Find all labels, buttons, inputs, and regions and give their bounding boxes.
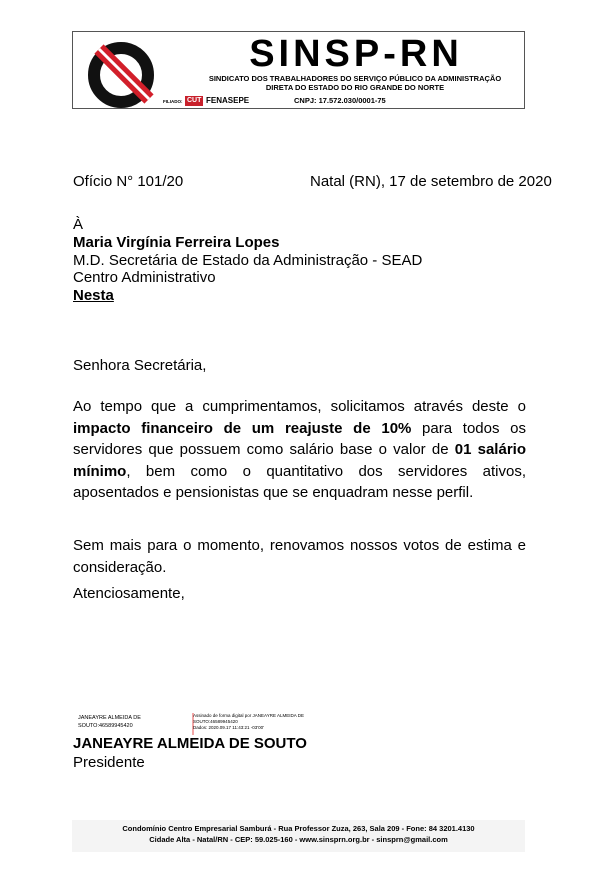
body-paragraph-1 [73, 396, 526, 504]
greeting: Senhora Secretária, [73, 357, 207, 374]
fenasepe-label: FENASEPE [206, 96, 250, 105]
p1-bold-1: impacto financeiro de um reajuste de 10% [73, 419, 412, 437]
recipient-name: Maria Virgínia Ferreira Lopes [73, 234, 280, 251]
cnpj: CNPJ: 17.572.030/0001-75 [294, 96, 386, 105]
brand-subtitle [195, 74, 515, 92]
recipient-prefix: À [73, 216, 84, 233]
digital-signature-info [193, 713, 313, 731]
digital-line-1: Assinado de forma digital por JANEAYRE ALMEIDA DE [193, 713, 304, 718]
recipient-location: Centro Administrativo [73, 269, 216, 286]
oficio-number: Ofício N° 101/20 [73, 173, 184, 190]
closing: Atenciosamente, [73, 585, 185, 602]
filiado-label: FILIADO: [163, 99, 183, 104]
recipient-role: M.D. Secretária de Estado da Administração - SEAD [73, 252, 423, 269]
footer [72, 820, 525, 852]
signature-small-name [78, 714, 168, 730]
brand-name: SINSP-RN [249, 33, 463, 75]
p1-text-b: para todos os servidores que possuem como salário base o valor de [73, 419, 526, 458]
signature-small-line-1: JANEAYRE ALMEIDA DE [78, 715, 141, 721]
signatory-name: JANEAYRE ALMEIDA DE SOUTO [73, 735, 307, 752]
oficio-date: Natal (RN), 17 de setembro de 2020 [310, 173, 552, 190]
recipient-nesta: Nesta [73, 287, 114, 304]
signatory-title: Presidente [73, 754, 145, 771]
subtitle-line-2: DIRETA DO ESTADO DO RIO GRANDE DO NORTE [265, 83, 445, 92]
letterhead [72, 31, 525, 109]
cut-logo: CUT [187, 97, 202, 104]
subtitle-line-1: SINDICATO DOS TRABALHADORES DO SERVIÇO PÚBLICO DA ADMINISTRAÇÃO [208, 74, 502, 83]
p1-text-a: Ao tempo que a cumprimentamos, solicitamos através deste o [73, 398, 526, 415]
body-paragraph-2: Sem mais para o momento, renovamos nossos votos de estima e consideração. [73, 537, 526, 576]
footer-line-2: Cidade Alta - Natal/RN - CEP: 59.025-160 - www.sinsprn.org.br - sinsprn@gmail.com [149, 835, 448, 844]
digital-line-2: SOUTO:46589945420 [193, 719, 238, 724]
sinsp-logo-icon [87, 37, 159, 109]
p1-text-c: , bem como o quantitativo dos servidores ativos, aposentados e pensionistas que se enquadram nesse perfil. [73, 462, 526, 501]
footer-line-1: Condomínio Centro Empresarial Samburá - Rua Professor Zuza, 263, Sala 209 - Fone: 84 3201.4130 [122, 824, 475, 833]
p1-bold-2: 01 salário mínimo [73, 441, 526, 480]
signature-small-line-2: SOUTO:46589945420 [78, 723, 133, 729]
digital-line-3: Dados: 2020.09.17 11:43:21 -03'00' [193, 725, 264, 730]
